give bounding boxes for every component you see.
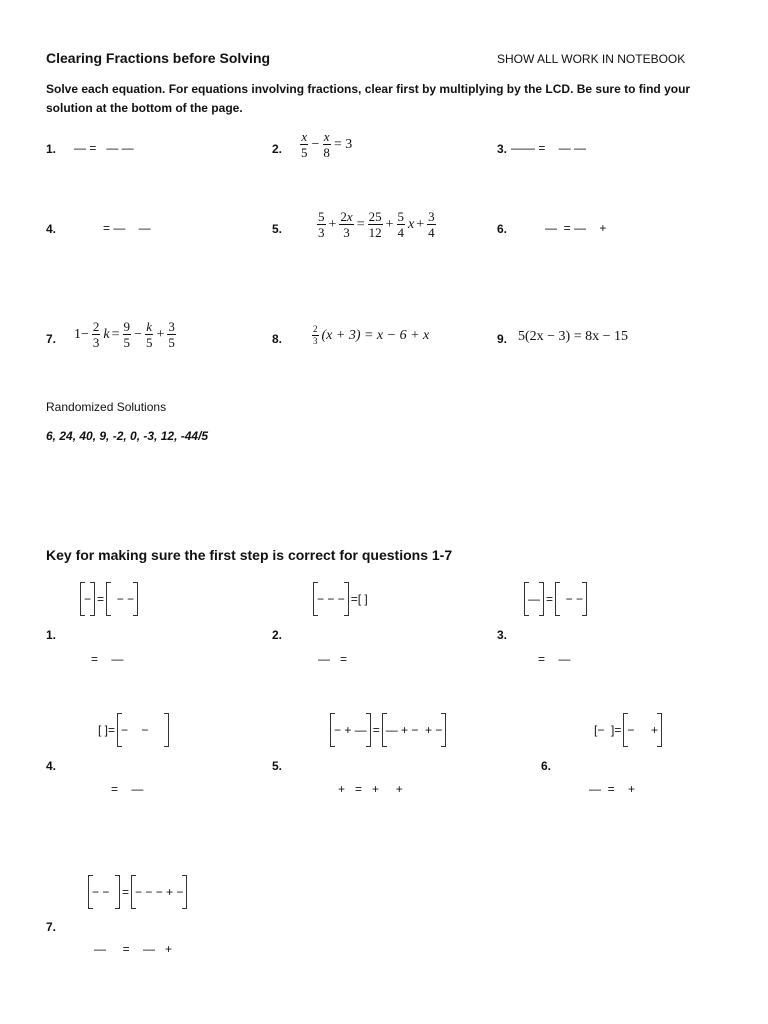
problem-8-equation: $\frac{2}{3}$ (x + 3) = x − 6 + x <box>313 324 430 346</box>
instructions-line-2: solution at the bottom of the page. <box>46 101 243 115</box>
key-2-below: — = <box>318 652 348 666</box>
problem-3-equation: —— = — — <box>511 141 587 155</box>
problem-4-number: 4. <box>46 222 57 236</box>
solutions-values: 6, 24, 40, 9, -2, 0, -3, 12, -44/5 <box>46 429 209 443</box>
problem-9-number: 9. <box>497 332 508 346</box>
key-title: Key for making sure the first step is correct for questions 1-7 <box>46 547 453 563</box>
key-4-below: = — <box>111 782 144 796</box>
problem-5-equation: $\frac{5}{3}$ + $\frac{2x}{3}$ = $\frac{25}{12}$ + $\frac{5}{4}$ x + $\frac{3}{4}$ <box>318 209 435 240</box>
key-4-number: 4. <box>46 759 57 773</box>
key-5-brackets: − + — = — + − + − <box>330 713 446 747</box>
instructions-line-1: Solve each equation. For equations involving fractions, clear first by multiplying by the LCD. Be sure to find your <box>46 82 691 96</box>
problem-5-number: 5. <box>272 222 283 236</box>
key-1-below: = — <box>91 652 124 666</box>
key-2-brackets: − − − =[ ] <box>313 582 368 616</box>
key-1-number: 1. <box>46 628 57 642</box>
key-3-brackets: — = − − <box>524 582 587 616</box>
problem-6-equation: — = — + <box>545 221 607 235</box>
key-5-number: 5. <box>272 759 283 773</box>
solutions-label: Randomized Solutions <box>46 400 167 414</box>
problem-8-number: 8. <box>272 332 283 346</box>
key-7-below: — = — + <box>94 942 173 956</box>
problem-4-equation: = — — <box>103 221 151 235</box>
key-6-brackets: [− ]= − + <box>594 713 662 747</box>
key-5-below: + = + + <box>338 782 403 796</box>
key-6-number: 6. <box>541 759 552 773</box>
key-7-number: 7. <box>46 920 57 934</box>
problem-2-number: 2. <box>272 142 283 156</box>
show-work-note: SHOW ALL WORK IN NOTEBOOK <box>497 52 686 66</box>
key-3-number: 3. <box>497 628 508 642</box>
problem-6-number: 6. <box>497 222 508 236</box>
key-3-below: = — <box>538 652 571 666</box>
key-6-below: — = + <box>589 782 636 796</box>
problem-7-number: 7. <box>46 332 57 346</box>
problem-1-equation: — = — — <box>74 141 134 155</box>
problem-2-equation: $\frac{x}{5}$ − $\frac{x}{8}$ = 3 <box>301 129 353 160</box>
key-4-brackets: [ ]= − − <box>98 713 169 747</box>
problem-9-equation: 5(2x − 3) = 8x − 15 <box>518 329 629 344</box>
page-title: Clearing Fractions before Solving <box>46 50 271 66</box>
key-2-number: 2. <box>272 628 283 642</box>
problem-3-number: 3. <box>497 142 508 156</box>
key-1-brackets: − = − − <box>80 582 138 616</box>
problem-7-equation: 1− $\frac{2}{3}$ k = $\frac{9}{5}$ − $\frac{k}{5}$ + $\frac{3}{5}$ <box>74 319 175 350</box>
problem-1-number: 1. <box>46 142 57 156</box>
key-7-brackets: − − = − − − + − <box>88 875 187 909</box>
